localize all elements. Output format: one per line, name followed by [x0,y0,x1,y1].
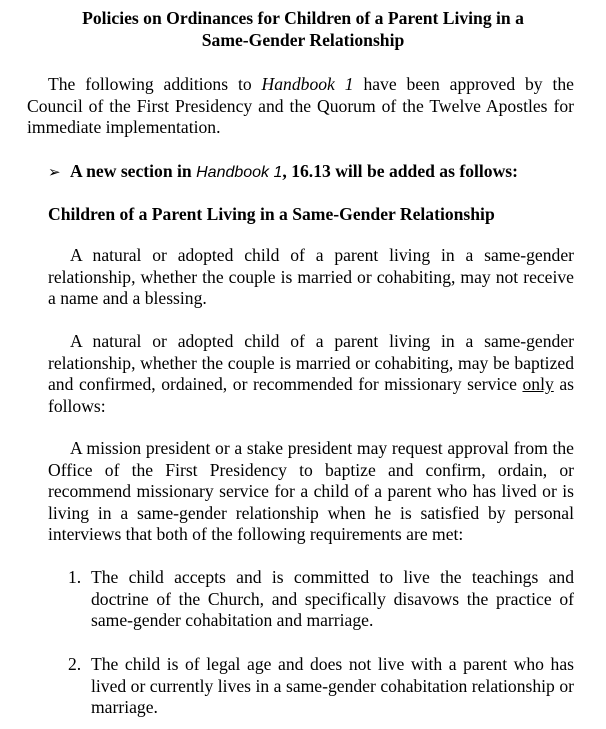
list-item-text: The child accepts and is committed to live the teachings and doctrine of the Church, and specifically disavows the practice of same-gender cohabitation and marriage. [91,567,574,630]
paragraph-name-and-blessing [48,245,574,310]
paragraph-text: A mission president or a stake president may request approval from the Office of the First Presidency to baptize and confirm, ordain, or recommend missionary service for a child of a parent who has lived or is living in a same-gender relationship when he is satisfied by personal interviews that both of the following requirements are met: [48,438,574,544]
intro-handbook-title: Handbook 1 [261,74,354,94]
title-line-1: Policies on Ordinances for Children of a Parent Living in a [82,8,524,28]
bullet-text-before: A new section in [70,161,197,181]
new-section-bullet [48,160,588,184]
paragraph-baptism-conditions [48,331,574,417]
list-item-number: 2. [68,654,82,674]
document-title [0,7,606,51]
list-item [68,567,574,632]
bullet-handbook-title: Handbook 1 [196,164,283,181]
paragraph-text: A natural or adopted child of a parent living in a same-gender relationship, whether the couple is married or cohabiting, may not receive a name and a blessing. [48,245,574,308]
paragraph-approval-request [48,438,574,546]
section-heading: Children of a Parent Living in a Same-Gender Relationship [48,204,495,224]
paragraph-text-after: as follows: [48,374,574,416]
intro-paragraph [27,74,574,139]
list-item [68,654,574,719]
list-item-text: The child is of legal age and does not live with a parent who has lived or currently lives in a same-gender cohabitation relationship or marriage. [91,654,574,717]
bullet-text-after: , 16.13 will be added as follows: [282,161,518,181]
underlined-only: only [522,374,554,394]
arrow-bullet-icon: ➢ [48,163,61,181]
list-item-number: 1. [68,567,82,587]
paragraph-text-before: A natural or adopted child of a parent living in a same-gender relationship, whether the couple is married or cohabiting, may be baptized and confirmed, ordained, or recommended for missionary service [48,331,574,394]
intro-text-after: have been approved by the Council of the First Presidency and the Quorum of the Twelve Apostles for immediate implementation. [27,74,574,137]
intro-text-before: The following additions to [48,74,262,94]
title-line-2: Same-Gender Relationship [201,30,405,50]
